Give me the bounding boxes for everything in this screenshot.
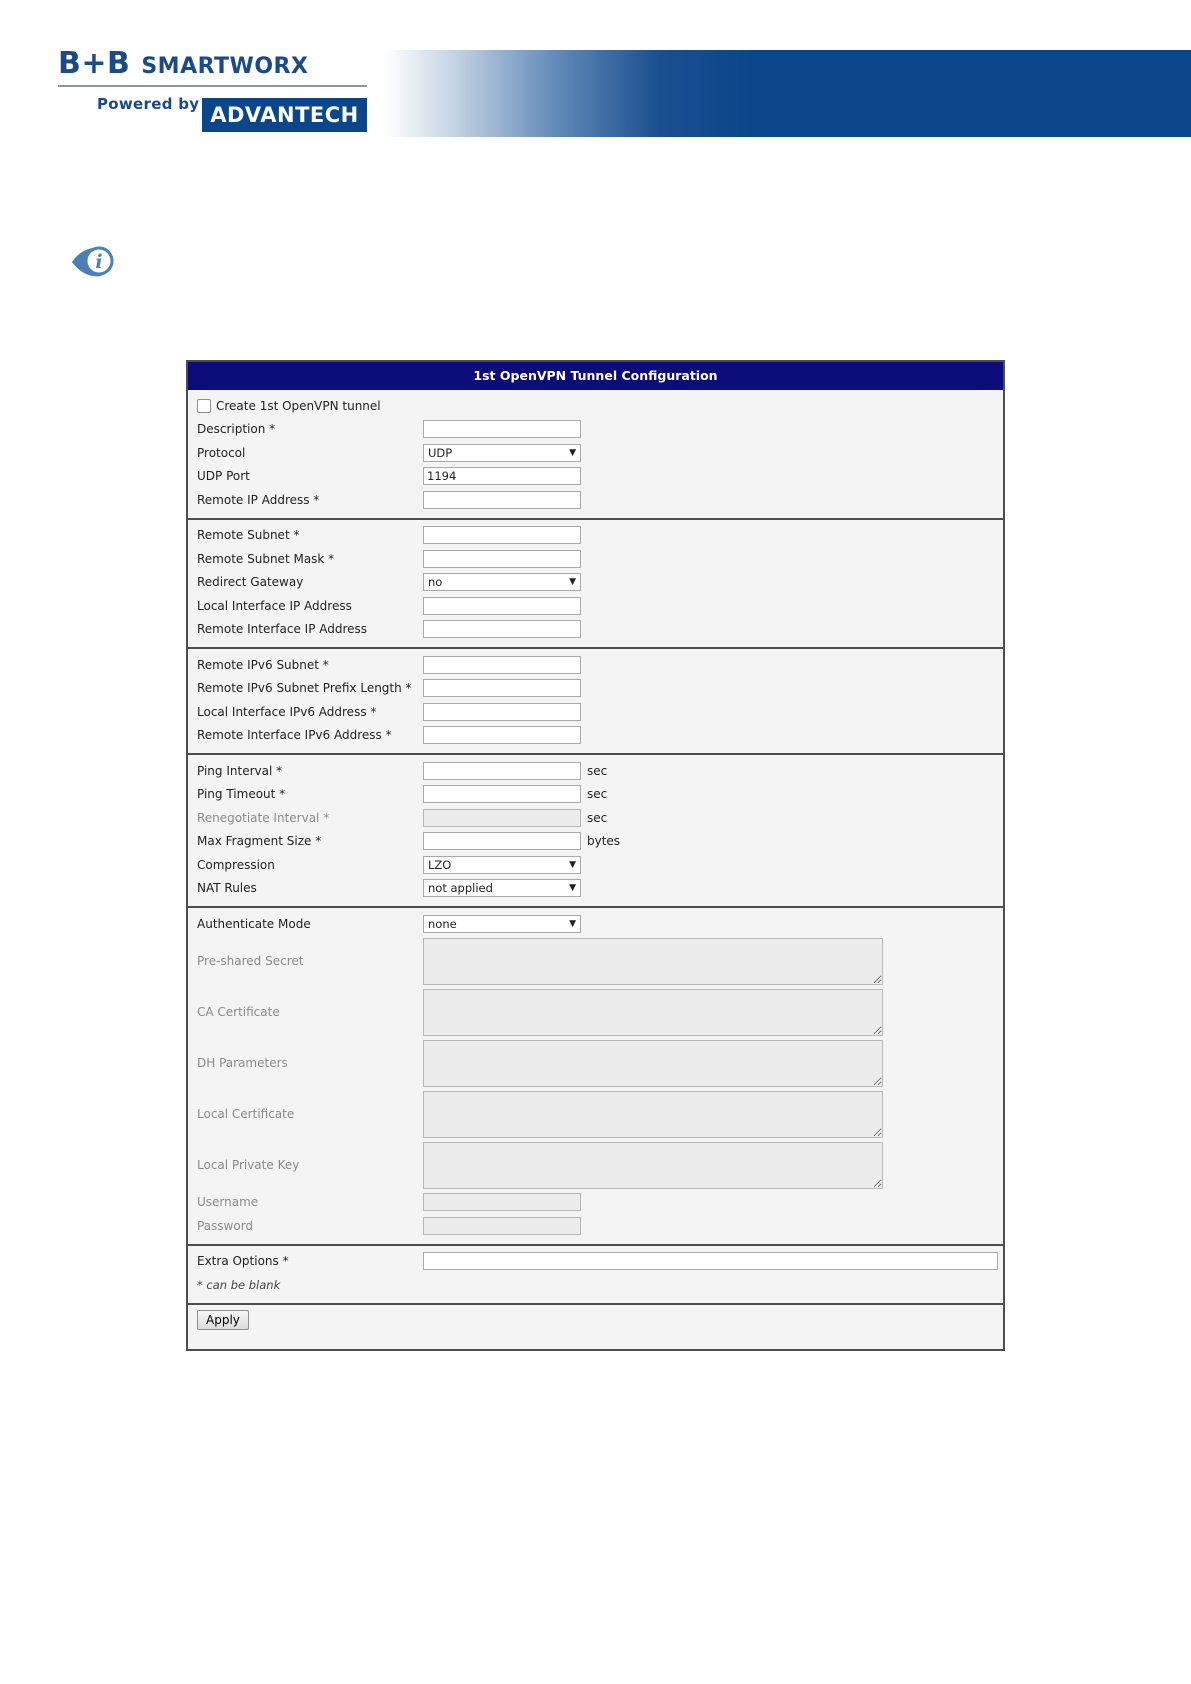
protocol-select[interactable]	[423, 444, 581, 462]
description-label: Description *	[197, 422, 276, 437]
apply-button[interactable]: Apply	[197, 1310, 249, 1330]
remote-ipv6-prefix-input[interactable]	[423, 679, 581, 697]
remote-subnet-mask-row	[188, 547, 1003, 571]
ping-interval-label: Ping Interval *	[197, 763, 283, 778]
redirect-gateway-label: Redirect Gateway	[197, 575, 304, 590]
redirect-gateway-select[interactable]	[423, 573, 581, 591]
local-if-ip-label: Local Interface IP Address	[197, 598, 352, 613]
dropdown-arrow-icon: ▼	[569, 577, 576, 588]
password-input	[423, 1217, 581, 1235]
brand-bb: B+B	[58, 46, 131, 81]
ping-interval-row	[188, 759, 1003, 783]
compression-row	[188, 853, 1003, 877]
local-key-label: Local Private Key	[197, 1158, 300, 1172]
section-actions	[188, 1305, 1003, 1339]
remote-subnet-mask-label: Remote Subnet Mask *	[197, 551, 335, 566]
udp-port-input[interactable]	[423, 467, 581, 485]
dropdown-arrow-icon: ▼	[569, 918, 576, 929]
create-tunnel-checkbox[interactable]	[197, 399, 211, 413]
header-banner	[385, 50, 1191, 137]
ca-cert-row	[188, 987, 1003, 1038]
eye-info-icon	[70, 240, 114, 284]
brand-smartworx: SMARTWORX	[141, 54, 309, 79]
max-fragment-input[interactable]	[423, 832, 581, 850]
password-row	[188, 1214, 1003, 1238]
remote-if-ipv6-row	[188, 724, 1003, 748]
dropdown-arrow-icon: ▼	[569, 883, 576, 894]
nat-rules-select[interactable]	[423, 879, 581, 897]
auth-mode-row	[188, 912, 1003, 936]
dropdown-arrow-icon: ▼	[569, 447, 576, 458]
local-cert-row	[188, 1089, 1003, 1140]
nat-rules-label: NAT Rules	[197, 881, 257, 896]
compression-select[interactable]	[423, 856, 581, 874]
apply-row	[188, 1309, 1003, 1333]
local-key-textarea	[423, 1142, 883, 1189]
preshared-textarea	[423, 938, 883, 985]
ping-timeout-unit: sec	[587, 787, 608, 802]
section-timing	[188, 755, 1003, 908]
redirect-gateway-value: no	[428, 575, 443, 590]
udp-port-row	[188, 465, 1003, 489]
description-input[interactable]	[423, 420, 581, 438]
compression-label: Compression	[197, 857, 275, 872]
svg-text:i: i	[95, 251, 103, 273]
nat-rules-value: not applied	[428, 881, 493, 896]
ping-timeout-row	[188, 783, 1003, 807]
ping-interval-unit: sec	[587, 763, 608, 778]
openvpn-config-panel	[186, 360, 1005, 1351]
nat-rules-row	[188, 877, 1003, 901]
remote-ip-label: Remote IP Address *	[197, 492, 320, 507]
udp-port-label: UDP Port	[197, 469, 250, 484]
section-ipv4	[188, 520, 1003, 650]
create-tunnel-row	[188, 394, 1003, 418]
compression-value: LZO	[428, 857, 452, 872]
dh-params-label: DH Parameters	[197, 1056, 288, 1070]
document-header	[0, 0, 1191, 150]
protocol-label: Protocol	[197, 445, 246, 460]
remote-ip-row	[188, 488, 1003, 512]
panel-title: 1st OpenVPN Tunnel Configuration	[188, 362, 1003, 390]
remote-if-ip-label: Remote Interface IP Address	[197, 622, 368, 637]
local-if-ipv6-input[interactable]	[423, 703, 581, 721]
username-label: Username	[197, 1195, 259, 1210]
powered-by-text: Powered by	[97, 95, 200, 113]
dropdown-arrow-icon: ▼	[569, 859, 576, 870]
section-basic	[188, 390, 1003, 520]
renegotiate-unit: sec	[587, 810, 608, 825]
remote-ipv6-subnet-label: Remote IPv6 Subnet *	[197, 657, 329, 672]
remote-ipv6-prefix-row	[188, 677, 1003, 701]
create-tunnel-label: Create 1st OpenVPN tunnel	[216, 398, 381, 413]
remote-ip-input[interactable]	[423, 491, 581, 509]
local-cert-textarea	[423, 1091, 883, 1138]
remote-if-ipv6-input[interactable]	[423, 726, 581, 744]
remote-ipv6-subnet-input[interactable]	[423, 656, 581, 674]
preshared-label: Pre-shared Secret	[197, 954, 304, 968]
dh-params-textarea	[423, 1040, 883, 1087]
local-if-ip-input[interactable]	[423, 597, 581, 615]
max-fragment-unit: bytes	[587, 834, 621, 849]
ping-interval-input[interactable]	[423, 762, 581, 780]
extra-options-label: Extra Options *	[197, 1254, 289, 1269]
local-if-ip-row	[188, 594, 1003, 618]
max-fragment-label: Max Fragment Size *	[197, 834, 322, 849]
ping-timeout-input[interactable]	[423, 785, 581, 803]
create-tunnel-checkbox-wrap[interactable]	[197, 399, 381, 414]
remote-ipv6-prefix-label: Remote IPv6 Subnet Prefix Length *	[197, 681, 412, 696]
remote-if-ipv6-label: Remote Interface IPv6 Address *	[197, 728, 392, 743]
username-row	[188, 1191, 1003, 1215]
ca-cert-label: CA Certificate	[197, 1005, 280, 1019]
advantech-logo: ADVANTECH	[202, 98, 367, 132]
renegotiate-label: Renegotiate Interval *	[197, 810, 330, 825]
password-label: Password	[197, 1218, 254, 1233]
ping-timeout-label: Ping Timeout *	[197, 787, 286, 802]
protocol-value: UDP	[428, 445, 453, 460]
auth-mode-select[interactable]	[423, 915, 581, 933]
renegotiate-row	[188, 806, 1003, 830]
remote-if-ip-row	[188, 618, 1003, 642]
section-auth	[188, 908, 1003, 1246]
remote-subnet-row	[188, 524, 1003, 548]
username-input	[423, 1193, 581, 1211]
note-row	[188, 1273, 1003, 1297]
max-fragment-row	[188, 830, 1003, 854]
local-if-ipv6-row	[188, 700, 1003, 724]
local-cert-label: Local Certificate	[197, 1107, 295, 1121]
remote-subnet-input[interactable]	[423, 526, 581, 544]
remote-subnet-mask-input[interactable]	[423, 550, 581, 568]
remote-ipv6-subnet-row	[188, 653, 1003, 677]
ca-cert-textarea	[423, 989, 883, 1036]
local-key-row	[188, 1140, 1003, 1191]
renegotiate-input	[423, 809, 581, 827]
remote-if-ip-input[interactable]	[423, 620, 581, 638]
extra-options-input[interactable]	[423, 1252, 998, 1270]
section-ipv6	[188, 649, 1003, 755]
dh-params-row	[188, 1038, 1003, 1089]
local-if-ipv6-label: Local Interface IPv6 Address *	[197, 704, 377, 719]
brand-divider	[58, 85, 367, 87]
extra-options-row	[188, 1250, 1003, 1274]
description-row	[188, 418, 1003, 442]
section-extra	[188, 1246, 1003, 1305]
brand-logo	[58, 46, 368, 85]
auth-mode-label: Authenticate Mode	[197, 916, 311, 931]
auth-mode-value: none	[428, 916, 457, 931]
blank-note: * can be blank	[197, 1277, 281, 1292]
preshared-row	[188, 936, 1003, 987]
redirect-gateway-row	[188, 571, 1003, 595]
remote-subnet-label: Remote Subnet *	[197, 528, 300, 543]
protocol-row	[188, 441, 1003, 465]
